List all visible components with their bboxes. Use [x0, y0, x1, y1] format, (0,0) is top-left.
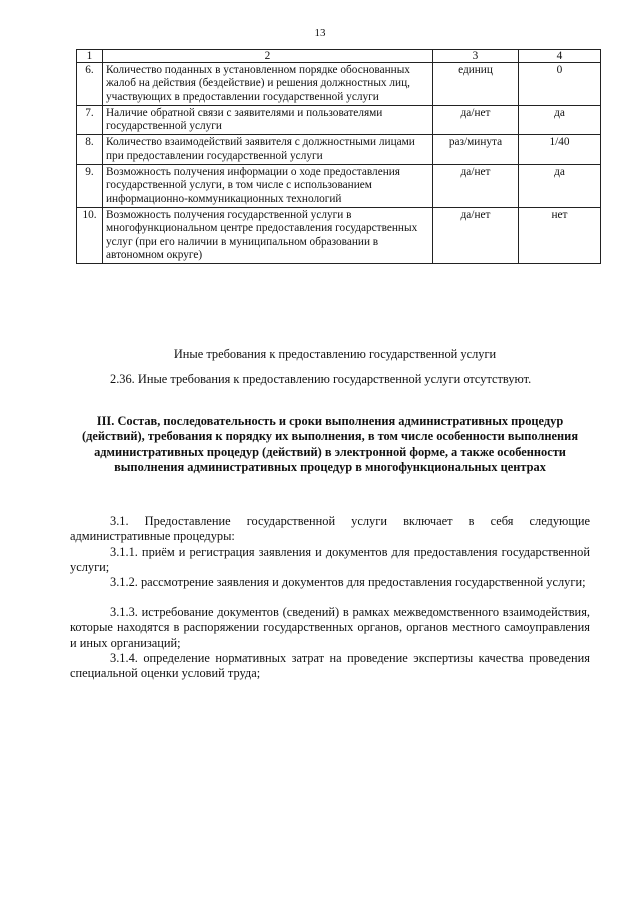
table-row — [77, 105, 601, 135]
row-number: 7. — [77, 105, 103, 135]
indicator-unit: да/нет — [433, 105, 519, 135]
row-number: 9. — [77, 165, 103, 208]
indicator-value: да — [519, 165, 601, 208]
table-row — [77, 135, 601, 165]
indicator-description: Возможность получения государственной услуги в многофункциональном центре предоставления государственных услуг (при его наличии в муниципальном образовании в автономном округе) — [103, 207, 433, 263]
row-number: 10. — [77, 207, 103, 263]
indicator-unit: единиц — [433, 63, 519, 106]
indicator-description: Количество взаимодействий заявителя с должностными лицами при предоставлении государственной услуги — [103, 135, 433, 165]
row-number: 6. — [77, 63, 103, 106]
indicator-value: да — [519, 105, 601, 135]
paragraph-2-36: 2.36. Иные требования к предоставлению государственной услуги отсутствуют. — [110, 372, 532, 386]
section-heading: III. Состав, последовательность и сроки выполнения административных процедур (действий), требования к порядку их выполнения, в том числе особенности выполнения административных процедур (действий) в электронной форме, а также особенности выполнения административных процедур в многофункциональных центрах — [81, 414, 579, 475]
indicator-description: Наличие обратной связи с заявителями и пользователями государственной услуги — [103, 105, 433, 135]
indicator-value: 1/40 — [519, 135, 601, 165]
indicator-description: Количество поданных в установленном порядке обоснованных жалоб на действия (бездействие) и решения должностных лиц, участвующих в предоставлении государственной услуги — [103, 63, 433, 106]
indicator-value: нет — [519, 207, 601, 263]
subheading: Иные требования к предоставлению государственной услуги — [173, 347, 497, 361]
indicator-unit: да/нет — [433, 165, 519, 208]
row-number: 8. — [77, 135, 103, 165]
paragraph-3-1-1: 3.1.1. приём и регистрация заявления и документов для предоставления государственной услуги; — [70, 545, 590, 575]
paragraph-3-1-2: 3.1.2. рассмотрение заявления и документов для предоставления государственной услуги; — [110, 575, 586, 589]
table-row — [77, 207, 601, 263]
paragraph-3-1-4: 3.1.4. определение нормативных затрат на проведение экспертизы качества проведения специальной оценки условий труда; — [70, 651, 590, 681]
column-header: 2 — [103, 50, 433, 63]
indicators-table — [76, 49, 601, 264]
indicator-description: Возможность получения информации о ходе предоставления государственной услуги, в том числе с использованием информационно-коммуникационных технологий — [103, 165, 433, 208]
column-header: 4 — [519, 50, 601, 63]
indicator-value: 0 — [519, 63, 601, 106]
paragraph-3-1-3: 3.1.3. истребование документов (сведений) в рамках межведомственного взаимодействия, которые находятся в распоряжении государственных органов, органов местного самоуправления и иных организаций; — [70, 605, 590, 650]
indicator-unit: раз/минута — [433, 135, 519, 165]
page-number: 13 — [314, 27, 326, 39]
table-row — [77, 63, 601, 106]
table-header-row — [77, 50, 601, 63]
paragraph-3-1: 3.1. Предоставление государственной услуги включает в себя следующие административные процедуры: — [70, 514, 590, 544]
table-row — [77, 165, 601, 208]
column-header: 1 — [77, 50, 103, 63]
indicator-unit: да/нет — [433, 207, 519, 263]
column-header: 3 — [433, 50, 519, 63]
